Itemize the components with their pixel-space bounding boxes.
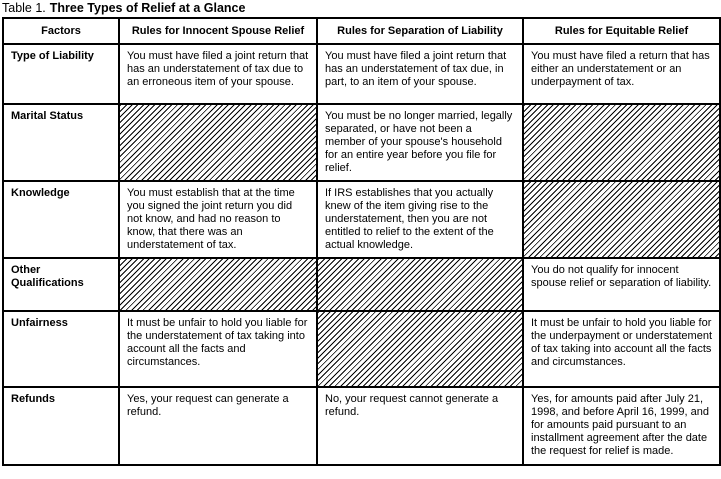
factor-cell: Knowledge <box>3 181 119 258</box>
column-header-separation-liability: Rules for Separation of Liability <box>317 18 523 44</box>
rule-cell: It must be unfair to hold you liable for the understatement of tax taking into account all the facts and circumstances. <box>119 311 317 387</box>
rule-cell: No, your request cannot generate a refund. <box>317 387 523 465</box>
na-hatched-cell <box>523 181 720 258</box>
row-type-of-liability <box>3 44 720 104</box>
rule-cell: You must have filed a joint return that has an understatement of tax due, in part, to an item of your spouse. <box>317 44 523 104</box>
row-refunds <box>3 387 720 465</box>
row-other-qualifications <box>3 258 720 311</box>
row-marital-status <box>3 104 720 181</box>
factor-cell: Refunds <box>3 387 119 465</box>
column-header-innocent-spouse: Rules for Innocent Spouse Relief <box>119 18 317 44</box>
rule-cell: You do not qualify for innocent spouse relief or separation of liability. <box>523 258 720 311</box>
rule-cell: Yes, for amounts paid after July 21, 1998, and before April 16, 1999, and for amounts paid pursuant to an installment agreement after the date the request for relief is made. <box>523 387 720 465</box>
rule-cell: Yes, your request can generate a refund. <box>119 387 317 465</box>
factor-cell: Other Qualifications <box>3 258 119 311</box>
rule-cell: You must establish that at the time you signed the joint return you did not know, and had no reason to know, that there was an understatement of tax. <box>119 181 317 258</box>
na-hatched-cell <box>523 104 720 181</box>
row-knowledge <box>3 181 720 258</box>
rule-cell: If IRS establishes that you actually knew of the item giving rise to the understatement, then you are not entitled to relief to the extent of the actual knowledge. <box>317 181 523 258</box>
column-header-factors: Factors <box>3 18 119 44</box>
rule-cell: It must be unfair to hold you liable for the underpayment or understatement of tax taking into account all the facts and circumstances. <box>523 311 720 387</box>
row-unfairness <box>3 311 720 387</box>
relief-comparison-table <box>2 17 721 466</box>
factor-cell: Marital Status <box>3 104 119 181</box>
factor-cell: Type of Liability <box>3 44 119 104</box>
na-hatched-cell <box>119 104 317 181</box>
column-header-equitable-relief: Rules for Equitable Relief <box>523 18 720 44</box>
rule-cell: You must have filed a return that has either an understatement or an underpayment of tax. <box>523 44 720 104</box>
factor-cell: Unfairness <box>3 311 119 387</box>
rule-cell: You must be no longer married, legally separated, or have not been a member of your spouse's household for an entire year before you file for relief. <box>317 104 523 181</box>
table-title <box>2 1 245 15</box>
na-hatched-cell <box>119 258 317 311</box>
table-title-main: Three Types of Relief at a Glance <box>49 1 246 15</box>
na-hatched-cell <box>317 311 523 387</box>
na-hatched-cell <box>317 258 523 311</box>
rule-cell: You must have filed a joint return that has an understatement of tax due to an erroneous item of your spouse. <box>119 44 317 104</box>
header-row <box>3 18 720 44</box>
table-title-prefix: Table 1. <box>2 1 46 15</box>
